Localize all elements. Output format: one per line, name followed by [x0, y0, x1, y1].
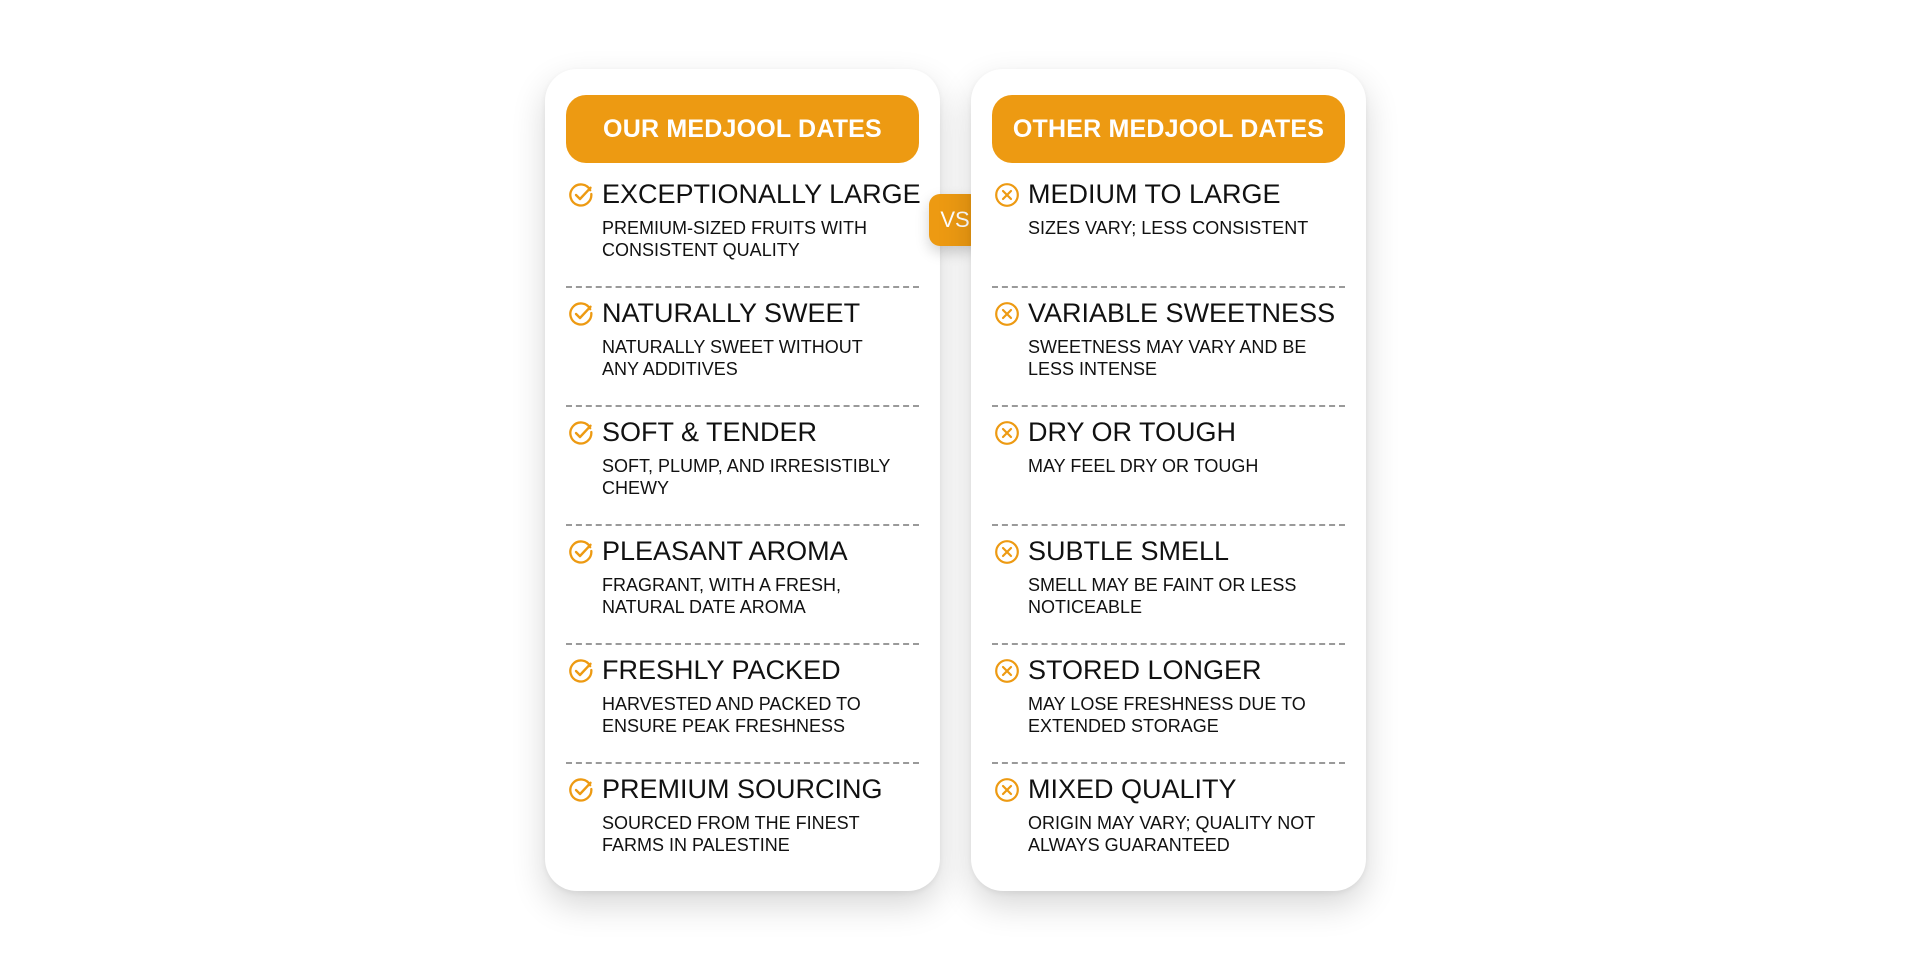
other-dates-row-description: SMELL MAY BE FAINT OR LESS NOTICEABLE — [1028, 575, 1297, 617]
other-dates-row-description: ORIGIN MAY VARY; QUALITY NOT ALWAYS GUARANTEED — [1028, 813, 1315, 855]
check-circle-icon — [568, 420, 594, 446]
other-dates-list — [992, 169, 1345, 883]
x-circle-icon — [994, 301, 1020, 327]
check-circle-icon — [568, 182, 594, 208]
other-dates-row-description: MAY LOSE FRESHNESS DUE TO EXTENDED STORAGE — [1028, 694, 1306, 736]
other-dates-row — [992, 764, 1345, 883]
our-dates-row-title: SOFT & TENDER — [602, 417, 818, 447]
other-dates-row — [992, 645, 1345, 764]
x-circle-icon — [994, 777, 1020, 803]
other-dates-row — [992, 288, 1345, 407]
our-dates-row-title: PLEASANT AROMA — [602, 536, 848, 566]
our-dates-row-description: FRAGRANT, WITH A FRESH, NATURAL DATE AROMA — [602, 575, 842, 617]
check-circle-icon — [568, 301, 594, 327]
check-circle-icon — [568, 658, 594, 684]
our-dates-row-title: EXCEPTIONALLY LARGE — [602, 179, 921, 209]
other-dates-row — [992, 407, 1345, 526]
other-dates-row-description: MAY FEEL DRY OR TOUGH — [1028, 456, 1259, 476]
other-dates-row-title: MEDIUM TO LARGE — [1028, 179, 1281, 209]
other-dates-row — [992, 169, 1345, 288]
our-dates-row — [566, 169, 919, 288]
our-dates-row — [566, 764, 919, 883]
check-circle-icon — [568, 777, 594, 803]
x-circle-icon — [994, 420, 1020, 446]
other-dates-row-title: SUBTLE SMELL — [1028, 536, 1230, 566]
other-dates-card — [971, 69, 1366, 891]
our-dates-row-title: NATURALLY SWEET — [602, 298, 861, 328]
x-circle-icon — [994, 182, 1020, 208]
our-dates-row — [566, 645, 919, 764]
other-dates-header: OTHER MEDJOOL DATES — [992, 95, 1345, 163]
other-dates-row-title: STORED LONGER — [1028, 655, 1262, 685]
our-dates-row — [566, 407, 919, 526]
other-dates-row-title: DRY OR TOUGH — [1028, 417, 1237, 447]
vs-badge: VS — [929, 194, 981, 246]
our-dates-header: OUR MEDJOOL DATES — [566, 95, 919, 163]
our-dates-row-description: NATURALLY SWEET WITHOUT ANY ADDITIVES — [602, 337, 863, 379]
x-circle-icon — [994, 539, 1020, 565]
our-dates-row-title: FRESHLY PACKED — [602, 655, 841, 685]
our-dates-row-description: PREMIUM-SIZED FRUITS WITH CONSISTENT QUALITY — [602, 218, 867, 260]
other-dates-row-title: VARIABLE SWEETNESS — [1028, 298, 1336, 328]
our-dates-row-description: SOURCED FROM THE FINEST FARMS IN PALESTINE — [602, 813, 860, 855]
other-dates-row-description: SIZES VARY; LESS CONSISTENT — [1028, 218, 1309, 238]
our-dates-card — [545, 69, 940, 891]
x-circle-icon — [994, 658, 1020, 684]
check-circle-icon — [568, 539, 594, 565]
other-dates-row — [992, 526, 1345, 645]
our-dates-row-description: SOFT, PLUMP, AND IRRESISTIBLY CHEWY — [602, 456, 891, 498]
our-dates-row — [566, 288, 919, 407]
other-dates-row-title: MIXED QUALITY — [1028, 774, 1237, 804]
our-dates-list — [566, 169, 919, 883]
other-dates-row-description: SWEETNESS MAY VARY AND BE LESS INTENSE — [1028, 337, 1307, 379]
our-dates-row-title: PREMIUM SOURCING — [602, 774, 883, 804]
our-dates-row-description: HARVESTED AND PACKED TO ENSURE PEAK FRESHNESS — [602, 694, 861, 736]
our-dates-row — [566, 526, 919, 645]
